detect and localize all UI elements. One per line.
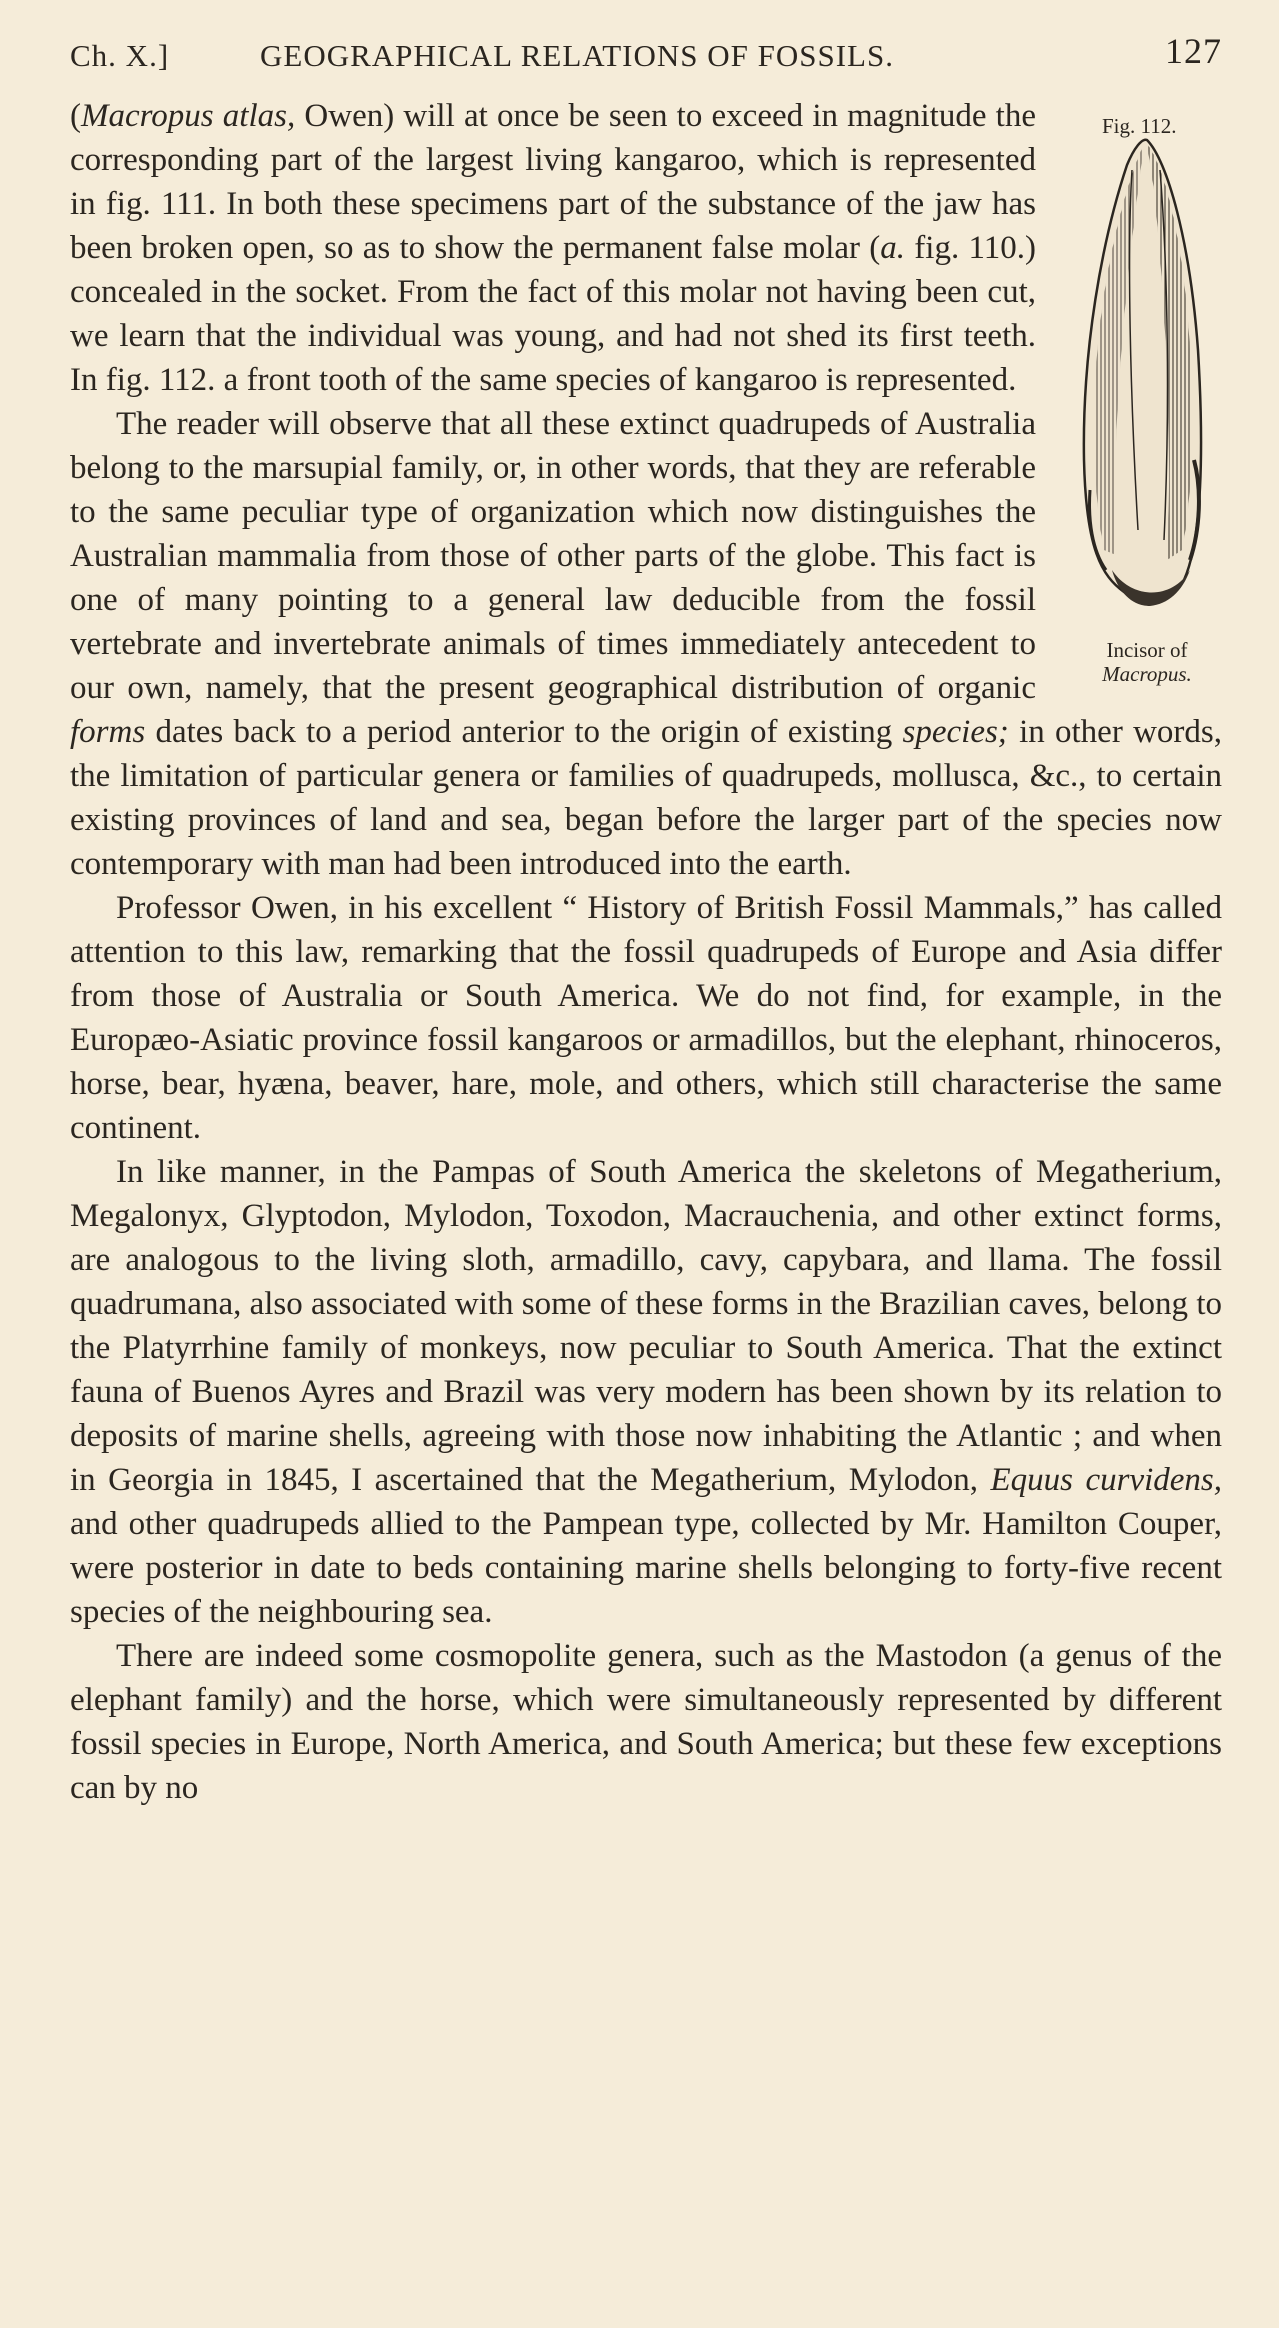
p4-text-2: and other quadrupeds allied to the Pampean type, collected by Mr. Hamilton Couper, were posterior in date to beds containing marine shells belonging to forty-five recent species of the neighbouring sea. (70, 1506, 1222, 1630)
p2-italic-species: species; (902, 714, 1009, 750)
incisor-tooth-illustration (1072, 130, 1222, 630)
p2-text-2: dates back to a period anterior to the origin of existing (145, 714, 903, 750)
running-title: GEOGRAPHICAL RELATIONS OF FOSSILS. (260, 38, 894, 73)
p1-text: Owen) will at once be seen to exceed in magnitude the corresponding part of the largest living kangaroo, which is represented in fig. 111. In both these specimens part of the substance of the jaw has been broken open, so as to show the permanent false molar ( (70, 98, 1036, 266)
paragraph-4 (70, 1150, 1222, 1634)
page-number: 127 (1165, 31, 1222, 71)
paragraph-1 (70, 94, 1222, 402)
book-page (70, 0, 1222, 2328)
p1-open: ( (70, 98, 81, 134)
p4-text-1: In like manner, in the Pampas of South America the skeletons of Megatherium, Megalonyx, Glyptodon, Mylodon, Toxodon, Macrauchenia, and other extinct forms, are analogous to the living sloth, armadillo, cavy, capybara, and llama. The fossil quadrumana, also associated with some of these forms in the Brazilian caves, belong to the Platyrrhine family of monkeys, now peculiar to South America. That the extinct fauna of Buenos Ayres and Brazil was very modern has been shown by its relation to deposits of marine shells, agreeing with those now inhabiting the Atlantic ; and when in Georgia in 1845, I ascertained that the Megatherium, Mylodon, (70, 1154, 1222, 1498)
p4-italic-equus: Equus curvidens, (990, 1462, 1222, 1498)
p1-italic-ref: a. (880, 230, 906, 266)
paragraph-5: There are indeed some cosmopolite genera, such as the Mastodon (a genus of the elephant family) and the horse, which were simultaneously represented by different fossil species in Europe, North America, and South America; but these few exceptions can by no (70, 1638, 1222, 1806)
p1-text-2: fig. 110.) concealed in the socket. From the fact of this molar not having been cut, we learn that the individual was young, and had not shed its first teeth. In fig. 112. a front tooth of the same species of kangaroo is represented. (70, 230, 1036, 398)
p2-text-3: in other words, the limitation of particular genera or families of quadrupeds, mollusca, &c., to certain existing provinces of land and sea, began before the larger part of the species now contemporary with man had been introduced into the earth. (70, 714, 1222, 882)
p2-text-1: The reader will observe that all these extinct quadrupeds of Australia belong to the marsupial family, or, in other words, that they are referable to the same peculiar type of organization which now distinguishes the Australian mammalia from those of other parts of the globe. This fact is one of many pointing to a general law deducible from the fossil vertebrate and invertebrate animals of times immediately antecedent to our own, namely, that the present geographical distribution of organic (70, 406, 1036, 706)
paragraph-3: Professor Owen, in his excellent “ History of British Fossil Mammals,” has called attention to this law, remarking that the fossil quadrupeds of Europe and Asia differ from those of Australia or South America. We do not find, for example, in the Europæo-Asiatic province fossil kangaroos or armadillos, but the elephant, rhinoceros, horse, bear, hyæna, beaver, hare, mole, and others, which still characterise the same continent. (70, 890, 1222, 1146)
chapter-marker: Ch. X.] (70, 38, 170, 73)
paragraph-2 (70, 402, 1222, 886)
figure-112 (1072, 94, 1222, 704)
figure-label: Fig. 112. (1102, 114, 1177, 138)
running-header (70, 30, 1222, 76)
page-body (70, 94, 1222, 1810)
caption-species: Macropus. (1102, 662, 1192, 686)
p1-italic-species: Macropus atlas, (81, 98, 296, 134)
p2-italic-forms: forms (70, 714, 146, 750)
caption-prefix: Incisor of (1106, 638, 1188, 662)
figure-caption (1072, 638, 1222, 686)
